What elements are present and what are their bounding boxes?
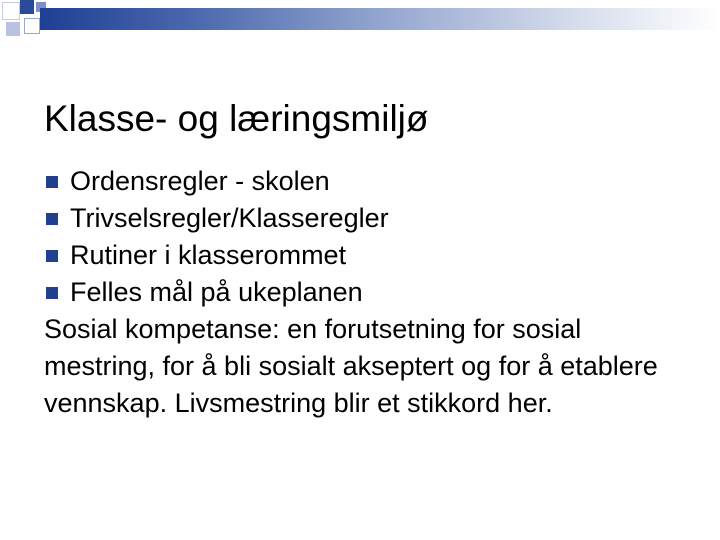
bullet-text: Trivselsregler/Klasseregler bbox=[70, 203, 389, 233]
bullet-item-trivselsregler bbox=[44, 200, 684, 237]
bullet-text: Ordensregler - skolen bbox=[70, 166, 330, 196]
header-gradient-bar bbox=[40, 8, 720, 30]
corner-square-3 bbox=[6, 22, 20, 36]
bullet-item-rutiner bbox=[44, 237, 684, 274]
slide-title: Klasse- og læringsmiljø bbox=[44, 97, 429, 139]
bullet-text: Rutiner i klasserommet bbox=[70, 240, 347, 270]
corner-square-1 bbox=[2, 2, 20, 20]
bullet-item-felles-maal bbox=[44, 274, 684, 311]
corner-square-2 bbox=[20, 0, 34, 14]
body-paragraph: Sosial kompetanse: en forutsetning for sosial mestring, for å bli sosialt akseptert og for å etablere vennskap. Livsmestring blir et stikkord her. bbox=[44, 314, 658, 418]
square-bullet-icon bbox=[46, 250, 58, 262]
corner-square-4 bbox=[24, 18, 40, 34]
slide-content bbox=[44, 163, 684, 422]
bullet-text: Felles mål på ukeplanen bbox=[70, 277, 363, 307]
square-bullet-icon bbox=[46, 287, 58, 299]
square-bullet-icon bbox=[46, 176, 58, 188]
square-bullet-icon bbox=[46, 213, 58, 225]
bullet-item-ordensregler bbox=[44, 163, 684, 200]
